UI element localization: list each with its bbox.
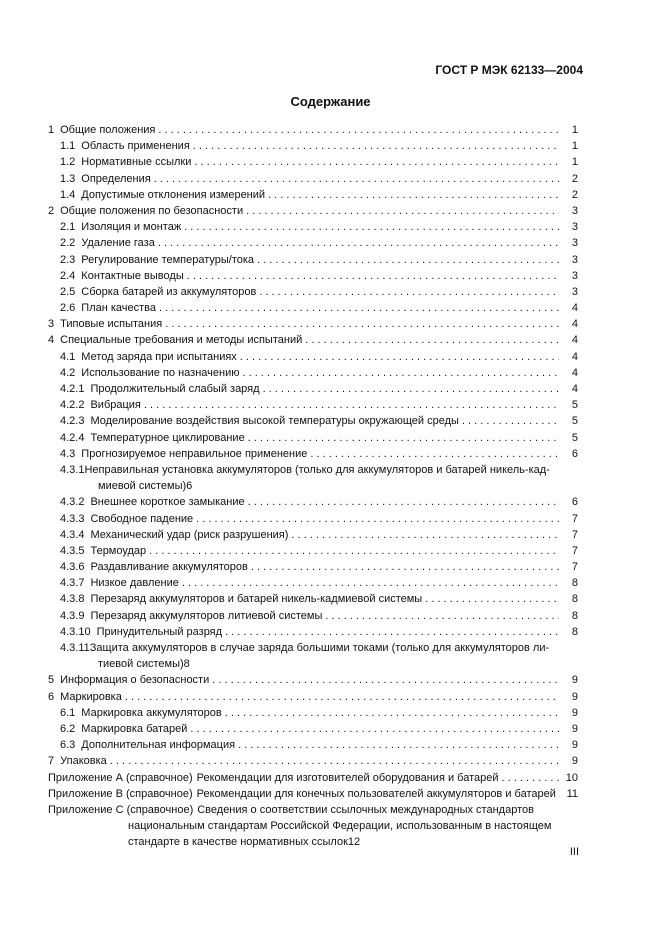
toc-entry-page: 5	[571, 399, 578, 412]
toc-entry-number: 4.3.6	[60, 561, 85, 574]
dot-leader	[502, 770, 559, 786]
toc-entry-number: 4.2	[60, 366, 76, 379]
toc-entry[interactable]	[48, 365, 578, 381]
dot-leader	[425, 591, 559, 607]
toc-entry-page: 4	[571, 383, 578, 395]
toc-entry-number: 2.5	[60, 285, 76, 298]
dot-leader	[248, 494, 559, 510]
dot-leader	[165, 316, 559, 332]
dot-leader	[305, 332, 559, 348]
toc-entry-title: Определения	[81, 172, 151, 185]
toc-entry[interactable]	[48, 721, 578, 737]
toc-entry-number: 4.3.10	[60, 625, 91, 638]
toc-entry-page: 4	[571, 302, 578, 315]
dot-leader	[190, 721, 559, 737]
toc-entry-number: 4.2.1	[60, 383, 85, 395]
toc-entry-title: Вибрация	[90, 399, 141, 412]
toc-appendix-page: 12	[347, 836, 361, 849]
toc-entry-number: 6.2	[60, 722, 76, 735]
toc-entry-page: 3	[571, 204, 578, 217]
toc-entry-title: Продолжительный слабый заряд	[90, 383, 260, 395]
dot-leader	[242, 365, 559, 381]
toc-entry-title: Контактные выводы	[81, 269, 184, 282]
toc-entry-title: Низкое давление	[90, 577, 179, 590]
toc-entry-page: 3	[571, 253, 578, 266]
toc-entry[interactable]	[48, 494, 578, 510]
toc-entry-page: 9	[571, 706, 578, 719]
toc-entry[interactable]	[48, 527, 578, 543]
toc-entry-number: 6.3	[60, 739, 76, 752]
toc-entry[interactable]	[48, 543, 578, 559]
dot-leader	[182, 575, 559, 591]
toc-entry-title: Изоляция и монтаж	[81, 221, 182, 234]
dot-leader	[158, 235, 559, 251]
page-number: III	[569, 846, 579, 858]
toc-entry-number: 6.1	[60, 706, 76, 719]
dot-leader	[268, 187, 559, 203]
toc-entry-title: Удаление газа	[81, 237, 155, 250]
toc-entry[interactable]	[48, 219, 578, 235]
dot-leader	[225, 624, 559, 640]
toc-entry-number: 2.4	[60, 269, 76, 282]
toc-entry-title: Прогнозируемое неправильное применение	[81, 447, 308, 460]
toc-entry[interactable]	[48, 753, 578, 769]
toc-appendix-page: 11	[566, 787, 578, 800]
toc-entry-page: 9	[571, 739, 578, 752]
toc-title: Содержание	[290, 94, 371, 109]
toc-entry-title: Температурное циклирование	[90, 431, 245, 444]
dot-leader	[212, 672, 559, 688]
toc-entry-title: Сборка батарей из аккумуляторов	[81, 285, 257, 298]
toc-entry[interactable]	[48, 640, 578, 672]
toc-entry-page: 6	[186, 480, 193, 493]
toc-entry-title: Специальные требования и методы испытаний	[60, 334, 303, 347]
toc-entry-number: 1	[48, 124, 55, 136]
dot-leader	[325, 608, 559, 624]
toc-entry-page: 8	[183, 658, 190, 671]
toc-entry-page: 3	[571, 269, 578, 282]
toc-entry[interactable]	[48, 559, 578, 575]
toc-entry[interactable]	[48, 138, 578, 154]
toc-appendix-label: Приложение А (справочное)	[48, 771, 193, 784]
toc-entry[interactable]	[48, 187, 578, 203]
toc-entry[interactable]	[48, 300, 578, 316]
toc-entry-title: Регулирование температуры/тока	[81, 253, 255, 266]
toc-entry-page: 7	[571, 544, 578, 557]
toc-entry-number: 4.3.7	[60, 577, 85, 590]
toc-entry-title: Допустимые отклонения измерений	[81, 188, 266, 201]
toc-entry[interactable]	[48, 284, 578, 300]
dot-leader	[149, 543, 559, 559]
toc-entry-title: Раздавливание аккумуляторов	[90, 561, 248, 574]
toc-entry-title: Дополнительная информация	[81, 739, 236, 752]
toc-entry-page: 1	[571, 156, 578, 169]
toc-entry-page: 3	[571, 237, 578, 250]
toc-entry-title: Свободное падение	[90, 512, 194, 525]
toc-entry-title: Упаковка	[60, 755, 107, 768]
document-code: ГОСТ Р МЭК 62133—2004	[435, 63, 583, 77]
dot-leader	[110, 753, 559, 769]
dot-leader	[248, 430, 559, 446]
toc-appendix-title: Сведения о соответствии ссылочных международных стандартов	[197, 803, 534, 816]
toc-entry-number: 2.1	[60, 221, 76, 234]
toc-entry-title: План качества	[81, 302, 157, 315]
toc-entry-title: Механический удар (риск разрушения)	[90, 528, 289, 541]
toc-entry-page: 1	[571, 140, 578, 153]
toc-entry-title: Моделирование воздействия высокой температуры окружающей среды	[90, 415, 459, 428]
toc-entry-number: 1.2	[60, 156, 76, 169]
toc-appendix-label: Приложение С (справочное)	[48, 803, 194, 816]
dot-leader	[291, 527, 559, 543]
toc-entry-number: 4.3.11	[60, 642, 90, 654]
dot-leader	[193, 138, 559, 154]
toc-entry-number: 4.2.4	[60, 431, 85, 444]
toc-entry[interactable]	[48, 672, 578, 688]
toc-entry-title: Нормативные ссылки	[81, 156, 192, 169]
toc-entry-title: Внешнее короткое замыкание	[90, 496, 245, 509]
dot-leader	[257, 252, 559, 268]
dot-leader	[196, 511, 559, 527]
dot-leader	[159, 300, 559, 316]
toc-entry-title: Общие положения	[60, 124, 156, 136]
toc-entry[interactable]	[48, 413, 578, 429]
toc-entry-title: Перезаряд аккумуляторов литиевой системы	[90, 609, 323, 622]
toc-entry[interactable]	[48, 462, 578, 494]
toc-entry-page: 2	[571, 188, 578, 201]
toc-entry[interactable]	[48, 203, 578, 219]
dot-leader	[184, 219, 559, 235]
dot-leader	[225, 705, 559, 721]
toc-entry-title: Неправильная установка аккумуляторов (только для аккумуляторов и батарей никель-кад-	[84, 463, 550, 476]
toc-entry-number: 1.3	[60, 172, 76, 185]
toc-entry-number: 4.3.5	[60, 544, 85, 557]
toc-entry-title: Принудительный разряд	[96, 625, 223, 638]
toc-appendix[interactable]	[48, 802, 578, 851]
toc-entry-page: 9	[571, 755, 578, 768]
toc-appendix-label: Приложение В (справочное)	[48, 787, 193, 800]
toc-entry[interactable]	[48, 624, 578, 640]
toc-entry-number: 5	[48, 674, 55, 687]
toc-entry-page: 8	[571, 593, 578, 606]
toc-entry-title: Маркировка аккумуляторов	[81, 706, 222, 719]
toc-entry-number: 7	[48, 755, 55, 768]
toc-entry-page: 9	[571, 674, 578, 687]
toc-entry-page: 4	[571, 318, 578, 331]
dot-leader	[154, 171, 559, 187]
dot-leader	[263, 381, 559, 397]
toc-entry-number: 4.3.2	[60, 496, 85, 509]
toc-entry-number: 2	[48, 204, 55, 217]
toc-entry-title: Область применения	[81, 140, 190, 153]
toc-entry[interactable]	[48, 349, 578, 365]
toc-appendix-page: 10	[565, 771, 578, 784]
dot-leader	[194, 154, 559, 170]
toc-entry-title: Использование по назначению	[81, 366, 240, 379]
toc-entry-page: 8	[571, 609, 578, 622]
dot-leader	[462, 413, 559, 429]
toc-appendix-title: Рекомендации для конечных пользователей аккумуляторов и батарей	[196, 787, 556, 800]
toc-entry-page: 2	[571, 172, 578, 185]
dot-leader	[259, 284, 559, 300]
toc-entry[interactable]	[48, 397, 578, 413]
toc-entry-number: 2.6	[60, 302, 76, 315]
toc-appendix[interactable]	[48, 770, 578, 786]
dot-leader	[240, 349, 559, 365]
toc-entry[interactable]	[48, 122, 578, 138]
dot-leader	[187, 268, 559, 284]
toc-entry-title-continued: миевой системы)	[98, 480, 187, 493]
toc-entry-page: 8	[571, 625, 578, 638]
toc-entry-title: Маркировка	[60, 690, 122, 703]
toc-entry-number: 4.3	[60, 447, 76, 460]
toc-entry-page: 9	[571, 722, 578, 735]
toc-entry-number: 4.3.3	[60, 512, 85, 525]
toc-entry-title: Информация о безопасности	[60, 674, 210, 687]
toc-entry-page: 7	[571, 561, 578, 574]
toc-entry[interactable]	[48, 511, 578, 527]
toc-entry-title: Метод заряда при испытаниях	[81, 350, 237, 363]
dot-leader	[125, 689, 559, 705]
toc-entry[interactable]	[48, 575, 578, 591]
toc-entry-title-continued: тиевой системы)	[98, 658, 184, 671]
toc-appendix[interactable]	[48, 786, 578, 802]
toc-entry-number: 4.2.3	[60, 415, 85, 428]
toc-entry[interactable]	[48, 268, 578, 284]
toc-entry[interactable]	[48, 332, 578, 348]
toc-entry-page: 4	[571, 366, 578, 379]
toc-entry[interactable]	[48, 154, 578, 170]
toc-entry-number: 1.1	[60, 140, 76, 153]
toc-entry[interactable]	[48, 316, 578, 332]
toc-appendix-title-continued: национальным стандартам Российской Федерации, использованным в настоящем	[128, 820, 552, 833]
toc-entry-page: 7	[571, 512, 578, 525]
toc-entry[interactable]	[48, 252, 578, 268]
toc-entry-page: 3	[571, 221, 578, 234]
toc-entry-number: 3	[48, 318, 55, 331]
toc-entry-page: 4	[571, 350, 578, 363]
toc-entry-number: 2.3	[60, 253, 76, 266]
toc-entry-number: 4.3.8	[60, 593, 85, 606]
toc-entry[interactable]	[48, 737, 578, 753]
toc-entry-page: 7	[571, 528, 578, 541]
toc-entry[interactable]	[48, 430, 578, 446]
toc-entry-page: 5	[571, 415, 578, 428]
toc-entry-page: 4	[571, 334, 578, 347]
toc-entry-title: Общие положения по безопасности	[60, 204, 244, 217]
toc-entry-number: 4.3.9	[60, 609, 85, 622]
toc-entry-number: 6	[48, 690, 55, 703]
toc-entry-page: 9	[571, 690, 578, 703]
toc-entry-page: 6	[571, 447, 578, 460]
toc-entry-title: Типовые испытания	[60, 318, 163, 331]
toc-entry-number: 4	[48, 334, 55, 347]
toc-entry[interactable]	[48, 171, 578, 187]
toc-entry-title: Перезаряд аккумуляторов и батарей никель-кадмиевой системы	[90, 593, 423, 606]
toc-appendix-title: Рекомендации для изготовителей оборудования и батарей	[196, 771, 499, 784]
toc-entry-number: 2.2	[60, 237, 76, 250]
toc-entry-title: Термоудар	[90, 544, 147, 557]
toc-entry-title: Маркировка батарей	[81, 722, 188, 735]
toc-entry[interactable]	[48, 705, 578, 721]
toc-entry-number: 4.3.1	[60, 463, 85, 476]
dot-leader	[158, 122, 559, 138]
toc-entry-page: 3	[571, 285, 578, 298]
toc-entry-page: 8	[571, 577, 578, 590]
toc-entry-number: 4.3.4	[60, 528, 85, 541]
toc-appendix-title-continued: стандарте в качестве нормативных ссылок	[128, 836, 348, 849]
toc-entry-title: Защита аккумуляторов в случае заряда большими токами (только для аккумуляторов ли-	[89, 642, 550, 654]
toc-entry[interactable]	[48, 235, 578, 251]
toc-entry[interactable]	[48, 381, 578, 397]
toc-entry-number: 1.4	[60, 188, 76, 201]
toc-entry[interactable]	[48, 446, 578, 462]
toc-entry-page: 5	[571, 431, 578, 444]
toc-entry-page: 6	[571, 496, 578, 509]
toc-entry-number: 4.2.2	[60, 399, 85, 412]
toc-entry-number: 4.1	[60, 350, 76, 363]
dot-leader	[144, 397, 559, 413]
toc-entry[interactable]	[48, 608, 578, 624]
dot-leader	[310, 446, 559, 462]
dot-leader	[251, 559, 559, 575]
dot-leader	[246, 203, 559, 219]
toc-entry-page: 1	[571, 124, 578, 136]
toc-entry[interactable]	[48, 591, 578, 607]
toc-entry[interactable]	[48, 689, 578, 705]
table-of-contents	[48, 122, 578, 850]
dot-leader	[238, 737, 559, 753]
